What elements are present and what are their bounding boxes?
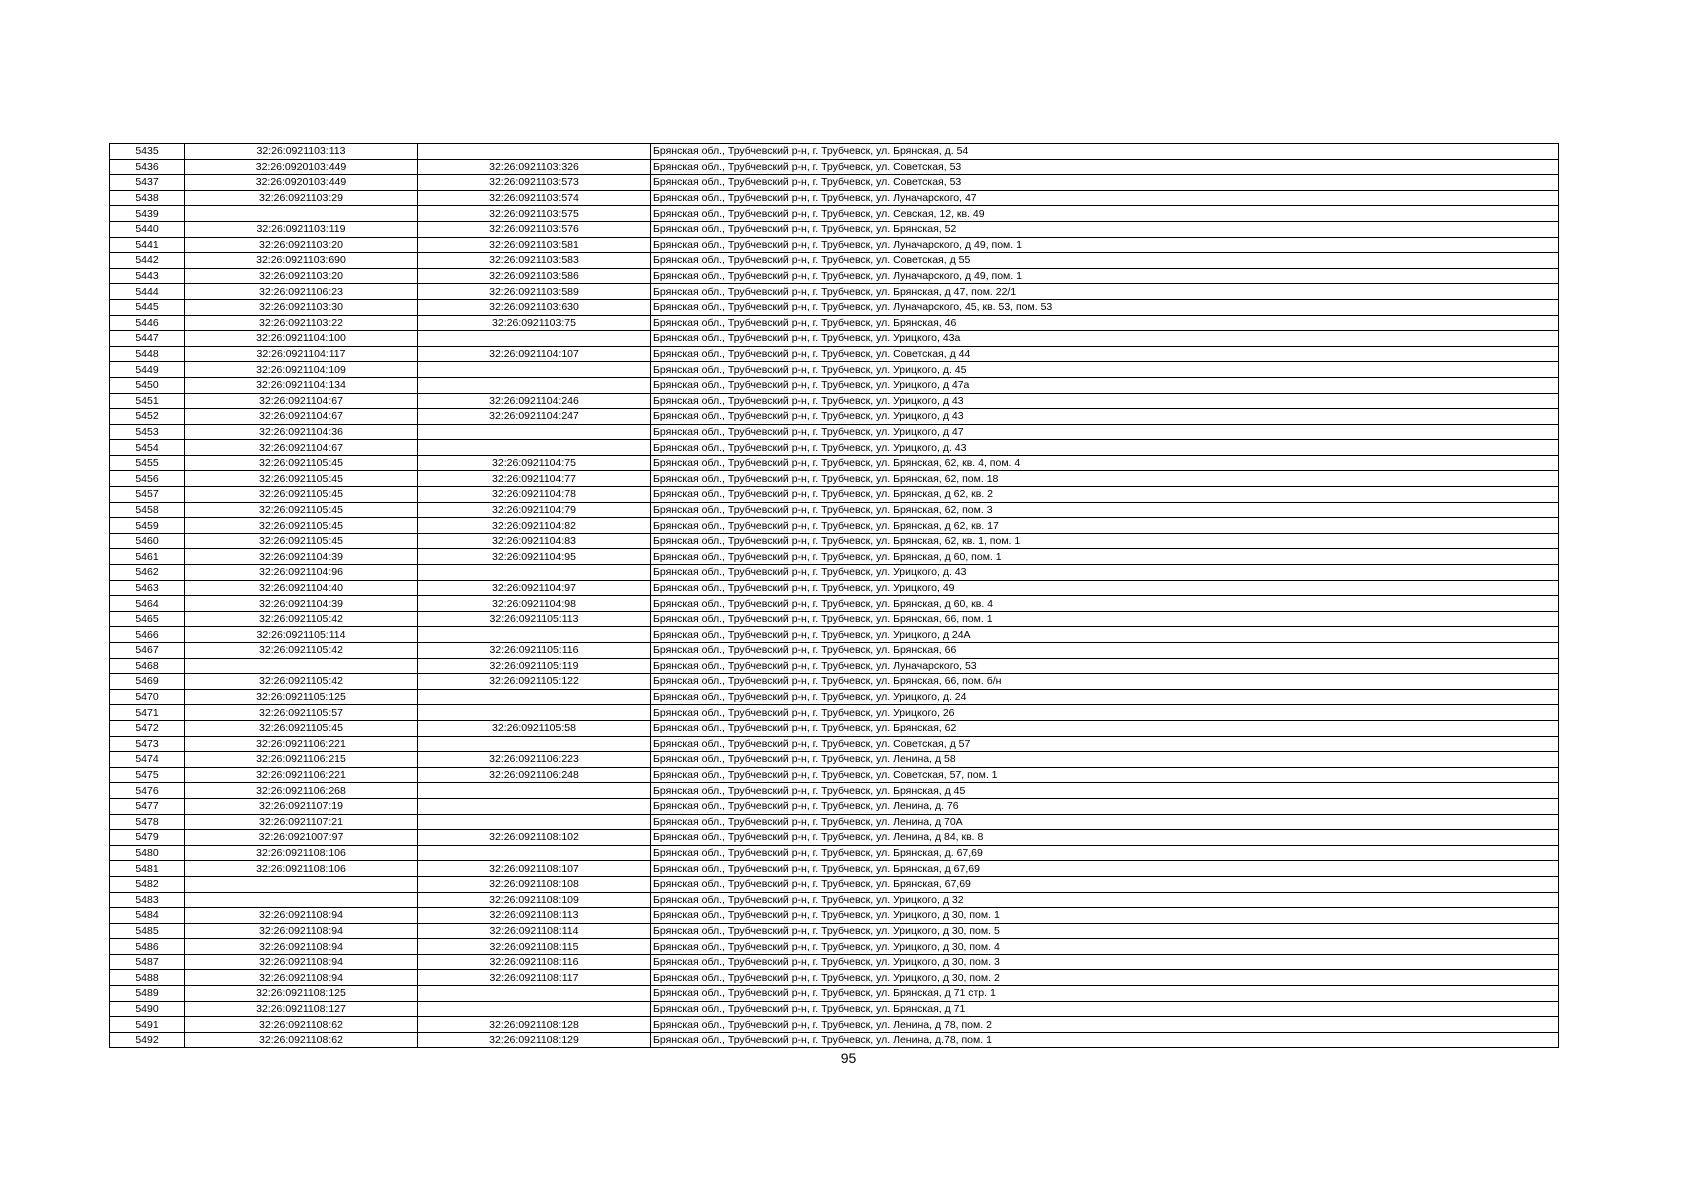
table-row (110, 876, 1559, 892)
address-cell: Брянская обл., Трубчевский р-н, г. Трубчевск, ул. Брянская, д 45 (651, 783, 1559, 799)
object-cadastral-number-cell (418, 705, 651, 721)
table-row (110, 299, 1559, 315)
table-row (110, 175, 1559, 191)
object-cadastral-number-cell (418, 565, 651, 581)
address-cell: Брянская обл., Трубчевский р-н, г. Трубчевск, ул. Луначарского, 53 (651, 658, 1559, 674)
object-cadastral-number-cell: 32:26:0921105:122 (418, 674, 651, 690)
object-cadastral-number-cell: 32:26:0921108:109 (418, 892, 651, 908)
address-cell: Брянская обл., Трубчевский р-н, г. Трубчевск, ул. Брянская, 62 (651, 720, 1559, 736)
row-number-cell: 5449 (110, 362, 185, 378)
table-row (110, 268, 1559, 284)
address-cell: Брянская обл., Трубчевский р-н, г. Трубчевск, ул. Урицкого, д. 24 (651, 689, 1559, 705)
cadastral-number-cell: 32:26:0921106:221 (185, 736, 418, 752)
page-number: 95 (840, 1050, 857, 1066)
address-cell: Брянская обл., Трубчевский р-н, г. Трубчевск, ул. Урицкого, 43а (651, 331, 1559, 347)
table-row (110, 1017, 1559, 1033)
cadastral-number-cell: 32:26:0921103:30 (185, 299, 418, 315)
table-row (110, 767, 1559, 783)
table-row (110, 284, 1559, 300)
row-number-cell: 5439 (110, 206, 185, 222)
cadastral-number-cell: 32:26:0921106:268 (185, 783, 418, 799)
row-number-cell: 5474 (110, 752, 185, 768)
row-number-cell: 5483 (110, 892, 185, 908)
object-cadastral-number-cell: 32:26:0921108:113 (418, 908, 651, 924)
row-number-cell: 5486 (110, 939, 185, 955)
object-cadastral-number-cell: 32:26:0921105:113 (418, 611, 651, 627)
object-cadastral-number-cell: 32:26:0921104:246 (418, 393, 651, 409)
address-cell: Брянская обл., Трубчевский р-н, г. Трубчевск, ул. Брянская, д 60, кв. 4 (651, 596, 1559, 612)
table-row (110, 237, 1559, 253)
object-cadastral-number-cell: 32:26:0921106:223 (418, 752, 651, 768)
row-number-cell: 5438 (110, 190, 185, 206)
address-cell: Брянская обл., Трубчевский р-н, г. Трубчевск, ул. Брянская, д 71 стр. 1 (651, 986, 1559, 1002)
address-cell: Брянская обл., Трубчевский р-н, г. Трубчевск, ул. Урицкого, д 30, пом. 2 (651, 970, 1559, 986)
table-row (110, 331, 1559, 347)
cadastral-number-cell: 32:26:0921104:67 (185, 393, 418, 409)
address-cell: Брянская обл., Трубчевский р-н, г. Трубчевск, ул. Урицкого, 26 (651, 705, 1559, 721)
row-number-cell: 5461 (110, 549, 185, 565)
address-cell: Брянская обл., Трубчевский р-н, г. Трубчевск, ул. Брянская, д. 54 (651, 144, 1559, 160)
address-cell: Брянская обл., Трубчевский р-н, г. Трубчевск, ул. Брянская, 67,69 (651, 876, 1559, 892)
object-cadastral-number-cell (418, 986, 651, 1002)
cadastral-number-cell: 32:26:0921104:96 (185, 565, 418, 581)
cadastral-number-cell (185, 892, 418, 908)
cadastral-number-cell: 32:26:0921104:40 (185, 580, 418, 596)
address-cell: Брянская обл., Трубчевский р-н, г. Трубчевск, ул. Луначарского, д 49, пом. 1 (651, 268, 1559, 284)
table-row (110, 689, 1559, 705)
table-row (110, 783, 1559, 799)
cadastral-number-cell: 32:26:0921105:42 (185, 611, 418, 627)
table-row (110, 565, 1559, 581)
table-row (110, 596, 1559, 612)
row-number-cell: 5467 (110, 643, 185, 659)
cadastral-number-cell: 32:26:0920103:449 (185, 159, 418, 175)
address-cell: Брянская обл., Трубчевский р-н, г. Трубчевск, ул. Ленина, д 70А (651, 814, 1559, 830)
object-cadastral-number-cell: 32:26:0921103:575 (418, 206, 651, 222)
address-cell: Брянская обл., Трубчевский р-н, г. Трубчевск, ул. Урицкого, д. 43 (651, 565, 1559, 581)
table-row (110, 986, 1559, 1002)
address-cell: Брянская обл., Трубчевский р-н, г. Трубчевск, ул. Брянская, д. 67,69 (651, 845, 1559, 861)
object-cadastral-number-cell: 32:26:0921104:75 (418, 455, 651, 471)
object-cadastral-number-cell (418, 331, 651, 347)
row-number-cell: 5491 (110, 1017, 185, 1033)
row-number-cell: 5476 (110, 783, 185, 799)
object-cadastral-number-cell: 32:26:0921105:116 (418, 643, 651, 659)
address-cell: Брянская обл., Трубчевский р-н, г. Трубчевск, ул. Советская, 53 (651, 159, 1559, 175)
row-number-cell: 5487 (110, 954, 185, 970)
row-number-cell: 5447 (110, 331, 185, 347)
address-cell: Брянская обл., Трубчевский р-н, г. Трубчевск, ул. Брянская, д 62, кв. 17 (651, 518, 1559, 534)
table-row (110, 830, 1559, 846)
cadastral-number-cell: 32:26:0921108:127 (185, 1001, 418, 1017)
table-row (110, 440, 1559, 456)
table-row (110, 923, 1559, 939)
address-cell: Брянская обл., Трубчевский р-н, г. Трубчевск, ул. Советская, 53 (651, 175, 1559, 191)
cadastral-number-cell: 32:26:0921103:690 (185, 253, 418, 269)
table-row (110, 814, 1559, 830)
object-cadastral-number-cell (418, 845, 651, 861)
cadastral-number-cell: 32:26:0921104:36 (185, 424, 418, 440)
table-row (110, 144, 1559, 160)
cadastral-number-cell: 32:26:0921103:29 (185, 190, 418, 206)
row-number-cell: 5475 (110, 767, 185, 783)
table-row (110, 954, 1559, 970)
address-cell: Брянская обл., Трубчевский р-н, г. Трубчевск, ул. Урицкого, 49 (651, 580, 1559, 596)
object-cadastral-number-cell (418, 377, 651, 393)
cadastral-number-cell: 32:26:0921105:45 (185, 518, 418, 534)
table-row (110, 611, 1559, 627)
object-cadastral-number-cell (418, 362, 651, 378)
cadastral-number-cell: 32:26:0921108:125 (185, 986, 418, 1002)
cadastral-number-cell: 32:26:0921105:45 (185, 455, 418, 471)
object-cadastral-number-cell: 32:26:0921108:117 (418, 970, 651, 986)
object-cadastral-number-cell: 32:26:0921103:630 (418, 299, 651, 315)
cadastral-number-cell: 32:26:0921104:117 (185, 346, 418, 362)
object-cadastral-number-cell: 32:26:0921104:79 (418, 502, 651, 518)
row-number-cell: 5481 (110, 861, 185, 877)
row-number-cell: 5473 (110, 736, 185, 752)
address-cell: Брянская обл., Трубчевский р-н, г. Трубчевск, ул. Урицкого, д 43 (651, 409, 1559, 425)
object-cadastral-number-cell: 32:26:0921104:107 (418, 346, 651, 362)
address-cell: Брянская обл., Трубчевский р-н, г. Трубчевск, ул. Советская, д 57 (651, 736, 1559, 752)
row-number-cell: 5454 (110, 440, 185, 456)
table-row (110, 845, 1559, 861)
row-number-cell: 5460 (110, 533, 185, 549)
cadastral-number-cell: 32:26:0921108:62 (185, 1017, 418, 1033)
row-number-cell: 5472 (110, 720, 185, 736)
object-cadastral-number-cell: 32:26:0921103:573 (418, 175, 651, 191)
cadastral-number-cell: 32:26:0921107:19 (185, 798, 418, 814)
row-number-cell: 5478 (110, 814, 185, 830)
address-cell: Брянская обл., Трубчевский р-н, г. Трубчевск, ул. Урицкого, д 30, пом. 1 (651, 908, 1559, 924)
table-row (110, 393, 1559, 409)
row-number-cell: 5437 (110, 175, 185, 191)
object-cadastral-number-cell (418, 1001, 651, 1017)
cadastral-number-cell: 32:26:0921104:39 (185, 549, 418, 565)
row-number-cell: 5451 (110, 393, 185, 409)
row-number-cell: 5448 (110, 346, 185, 362)
table-row (110, 190, 1559, 206)
row-number-cell: 5456 (110, 471, 185, 487)
cadastral-number-cell: 32:26:0921103:119 (185, 221, 418, 237)
address-cell: Брянская обл., Трубчевский р-н, г. Трубчевск, ул. Севская, 12, кв. 49 (651, 206, 1559, 222)
row-number-cell: 5441 (110, 237, 185, 253)
row-number-cell: 5436 (110, 159, 185, 175)
address-cell: Брянская обл., Трубчевский р-н, г. Трубчевск, ул. Ленина, д 84, кв. 8 (651, 830, 1559, 846)
cadastral-number-cell: 32:26:0921105:42 (185, 674, 418, 690)
cadastral-number-cell: 32:26:0921104:100 (185, 331, 418, 347)
table-row (110, 736, 1559, 752)
table-row (110, 627, 1559, 643)
row-number-cell: 5484 (110, 908, 185, 924)
address-cell: Брянская обл., Трубчевский р-н, г. Трубчевск, ул. Урицкого, д 47а (651, 377, 1559, 393)
cadastral-number-cell (185, 206, 418, 222)
table-row (110, 221, 1559, 237)
cadastral-number-cell: 32:26:0921108:94 (185, 939, 418, 955)
address-cell: Брянская обл., Трубчевский р-н, г. Трубчевск, ул. Брянская, 66 (651, 643, 1559, 659)
table-row (110, 861, 1559, 877)
address-cell: Брянская обл., Трубчевский р-н, г. Трубчевск, ул. Брянская, 66, пом. 1 (651, 611, 1559, 627)
address-cell: Брянская обл., Трубчевский р-н, г. Трубчевск, ул. Советская, д 55 (651, 253, 1559, 269)
cadastral-number-cell: 32:26:0921103:22 (185, 315, 418, 331)
table-row (110, 409, 1559, 425)
row-number-cell: 5450 (110, 377, 185, 393)
address-cell: Брянская обл., Трубчевский р-н, г. Трубчевск, ул. Луначарского, 45, кв. 53, пом. 53 (651, 299, 1559, 315)
row-number-cell: 5455 (110, 455, 185, 471)
table-row (110, 720, 1559, 736)
cadastral-number-cell: 32:26:0920103:449 (185, 175, 418, 191)
object-cadastral-number-cell: 32:26:0921103:576 (418, 221, 651, 237)
object-cadastral-number-cell: 32:26:0921108:129 (418, 1032, 651, 1048)
object-cadastral-number-cell: 32:26:0921103:589 (418, 284, 651, 300)
cadastral-number-cell: 32:26:0921105:45 (185, 720, 418, 736)
table-row (110, 346, 1559, 362)
cadastral-number-cell: 32:26:0921106:215 (185, 752, 418, 768)
object-cadastral-number-cell: 32:26:0921108:102 (418, 830, 651, 846)
cadastral-number-cell: 32:26:0921108:106 (185, 861, 418, 877)
cadastral-number-cell: 32:26:0921103:20 (185, 268, 418, 284)
table-row (110, 752, 1559, 768)
object-cadastral-number-cell (418, 798, 651, 814)
cadastral-number-cell: 32:26:0921103:20 (185, 237, 418, 253)
address-cell: Брянская обл., Трубчевский р-н, г. Трубчевск, ул. Брянская, д 47, пом. 22/1 (651, 284, 1559, 300)
object-cadastral-number-cell: 32:26:0921108:107 (418, 861, 651, 877)
object-cadastral-number-cell: 32:26:0921104:97 (418, 580, 651, 596)
address-cell: Брянская обл., Трубчевский р-н, г. Трубчевск, ул. Урицкого, д 30, пом. 3 (651, 954, 1559, 970)
row-number-cell: 5471 (110, 705, 185, 721)
table-row (110, 658, 1559, 674)
row-number-cell: 5485 (110, 923, 185, 939)
cadastral-number-cell: 32:26:0921007:97 (185, 830, 418, 846)
row-number-cell: 5489 (110, 986, 185, 1002)
table-row (110, 939, 1559, 955)
cadastral-number-cell: 32:26:0921108:94 (185, 970, 418, 986)
table-row (110, 502, 1559, 518)
object-cadastral-number-cell (418, 783, 651, 799)
address-cell: Брянская обл., Трубчевский р-н, г. Трубчевск, ул. Брянская, 62, кв. 4, пом. 4 (651, 455, 1559, 471)
address-cell: Брянская обл., Трубчевский р-н, г. Трубчевск, ул. Урицкого, д 32 (651, 892, 1559, 908)
object-cadastral-number-cell: 32:26:0921103:574 (418, 190, 651, 206)
cadastral-number-cell: 32:26:0921108:94 (185, 954, 418, 970)
object-cadastral-number-cell: 32:26:0921104:247 (418, 409, 651, 425)
address-cell: Брянская обл., Трубчевский р-н, г. Трубчевск, ул. Брянская, 62, пом. 3 (651, 502, 1559, 518)
address-cell: Брянская обл., Трубчевский р-н, г. Трубчевск, ул. Брянская, д 60, пом. 1 (651, 549, 1559, 565)
address-cell: Брянская обл., Трубчевский р-н, г. Трубчевск, ул. Брянская, д 71 (651, 1001, 1559, 1017)
row-number-cell: 5468 (110, 658, 185, 674)
row-number-cell: 5464 (110, 596, 185, 612)
cadastral-number-cell (185, 876, 418, 892)
table-body (110, 144, 1559, 1048)
table-row (110, 908, 1559, 924)
row-number-cell: 5480 (110, 845, 185, 861)
address-cell: Брянская обл., Трубчевский р-н, г. Трубчевск, ул. Брянская, 46 (651, 315, 1559, 331)
cadastral-number-cell: 32:26:0921103:113 (185, 144, 418, 160)
address-cell: Брянская обл., Трубчевский р-н, г. Трубчевск, ул. Брянская, 66, пом. б/н (651, 674, 1559, 690)
table-row (110, 253, 1559, 269)
table-row (110, 455, 1559, 471)
object-cadastral-number-cell: 32:26:0921103:75 (418, 315, 651, 331)
row-number-cell: 5488 (110, 970, 185, 986)
cadastral-number-cell: 32:26:0921107:21 (185, 814, 418, 830)
table-row (110, 1032, 1559, 1048)
address-cell: Брянская обл., Трубчевский р-н, г. Трубчевск, ул. Брянская, 62, кв. 1, пом. 1 (651, 533, 1559, 549)
object-cadastral-number-cell: 32:26:0921105:119 (418, 658, 651, 674)
table-row (110, 471, 1559, 487)
table-row (110, 970, 1559, 986)
object-cadastral-number-cell: 32:26:0921103:583 (418, 253, 651, 269)
object-cadastral-number-cell (418, 424, 651, 440)
object-cadastral-number-cell: 32:26:0921104:83 (418, 533, 651, 549)
cadastral-number-cell: 32:26:0921105:45 (185, 471, 418, 487)
address-cell: Брянская обл., Трубчевский р-н, г. Трубчевск, ул. Ленина, д 78, пом. 2 (651, 1017, 1559, 1033)
row-number-cell: 5466 (110, 627, 185, 643)
address-cell: Брянская обл., Трубчевский р-н, г. Трубчевск, ул. Луначарского, д 49, пом. 1 (651, 237, 1559, 253)
row-number-cell: 5442 (110, 253, 185, 269)
object-cadastral-number-cell (418, 689, 651, 705)
object-cadastral-number-cell: 32:26:0921108:108 (418, 876, 651, 892)
cadastral-number-cell: 32:26:0921104:67 (185, 440, 418, 456)
object-cadastral-number-cell: 32:26:0921104:77 (418, 471, 651, 487)
table-row (110, 643, 1559, 659)
object-cadastral-number-cell: 32:26:0921105:58 (418, 720, 651, 736)
object-cadastral-number-cell (418, 440, 651, 456)
cadastral-number-cell: 32:26:0921104:134 (185, 377, 418, 393)
data-table (109, 143, 1559, 1048)
cadastral-number-cell: 32:26:0921108:94 (185, 908, 418, 924)
address-cell: Брянская обл., Трубчевский р-н, г. Трубчевск, ул. Брянская, д 62, кв. 2 (651, 487, 1559, 503)
cadastral-number-cell: 32:26:0921105:125 (185, 689, 418, 705)
address-cell: Брянская обл., Трубчевский р-н, г. Трубчевск, ул. Ленина, д. 76 (651, 798, 1559, 814)
table-row (110, 487, 1559, 503)
table-row (110, 798, 1559, 814)
object-cadastral-number-cell: 32:26:0921108:115 (418, 939, 651, 955)
cadastral-number-cell: 32:26:0921108:62 (185, 1032, 418, 1048)
table-row (110, 533, 1559, 549)
row-number-cell: 5443 (110, 268, 185, 284)
address-cell: Брянская обл., Трубчевский р-н, г. Трубчевск, ул. Урицкого, д 47 (651, 424, 1559, 440)
object-cadastral-number-cell: 32:26:0921103:581 (418, 237, 651, 253)
row-number-cell: 5445 (110, 299, 185, 315)
table-row (110, 377, 1559, 393)
address-cell: Брянская обл., Трубчевский р-н, г. Трубчевск, ул. Урицкого, д 30, пом. 5 (651, 923, 1559, 939)
row-number-cell: 5492 (110, 1032, 185, 1048)
table-row (110, 892, 1559, 908)
address-cell: Брянская обл., Трубчевский р-н, г. Трубчевск, ул. Урицкого, д. 45 (651, 362, 1559, 378)
address-cell: Брянская обл., Трубчевский р-н, г. Трубчевск, ул. Брянская, 52 (651, 221, 1559, 237)
address-cell: Брянская обл., Трубчевский р-н, г. Трубчевск, ул. Луначарского, 47 (651, 190, 1559, 206)
cadastral-number-cell: 32:26:0921104:109 (185, 362, 418, 378)
address-cell: Брянская обл., Трубчевский р-н, г. Трубчевск, ул. Советская, 57, пом. 1 (651, 767, 1559, 783)
row-number-cell: 5458 (110, 502, 185, 518)
row-number-cell: 5477 (110, 798, 185, 814)
table-row (110, 518, 1559, 534)
row-number-cell: 5479 (110, 830, 185, 846)
object-cadastral-number-cell: 32:26:0921103:586 (418, 268, 651, 284)
row-number-cell: 5465 (110, 611, 185, 627)
cadastral-number-cell: 32:26:0921106:23 (185, 284, 418, 300)
row-number-cell: 5453 (110, 424, 185, 440)
address-cell: Брянская обл., Трубчевский р-н, г. Трубчевск, ул. Урицкого, д 30, пом. 4 (651, 939, 1559, 955)
row-number-cell: 5457 (110, 487, 185, 503)
table-row (110, 580, 1559, 596)
table-row (110, 674, 1559, 690)
row-number-cell: 5440 (110, 221, 185, 237)
object-cadastral-number-cell: 32:26:0921104:78 (418, 487, 651, 503)
cadastral-number-cell: 32:26:0921105:45 (185, 502, 418, 518)
row-number-cell: 5452 (110, 409, 185, 425)
address-cell: Брянская обл., Трубчевский р-н, г. Трубчевск, ул. Брянская, 62, пом. 18 (651, 471, 1559, 487)
object-cadastral-number-cell: 32:26:0921104:82 (418, 518, 651, 534)
cadastral-number-cell: 32:26:0921105:45 (185, 533, 418, 549)
object-cadastral-number-cell (418, 144, 651, 160)
table-row (110, 424, 1559, 440)
table-row (110, 206, 1559, 222)
address-cell: Брянская обл., Трубчевский р-н, г. Трубчевск, ул. Урицкого, д 43 (651, 393, 1559, 409)
address-cell: Брянская обл., Трубчевский р-н, г. Трубчевск, ул. Урицкого, д. 43 (651, 440, 1559, 456)
cadastral-number-cell: 32:26:0921106:221 (185, 767, 418, 783)
object-cadastral-number-cell (418, 736, 651, 752)
row-number-cell: 5463 (110, 580, 185, 596)
row-number-cell: 5446 (110, 315, 185, 331)
row-number-cell: 5482 (110, 876, 185, 892)
object-cadastral-number-cell (418, 627, 651, 643)
table-row (110, 705, 1559, 721)
row-number-cell: 5435 (110, 144, 185, 160)
address-cell: Брянская обл., Трубчевский р-н, г. Трубчевск, ул. Ленина, д 58 (651, 752, 1559, 768)
cadastral-number-cell: 32:26:0921108:106 (185, 845, 418, 861)
cadastral-number-cell: 32:26:0921105:42 (185, 643, 418, 659)
object-cadastral-number-cell: 32:26:0921104:98 (418, 596, 651, 612)
cadastral-number-cell: 32:26:0921105:114 (185, 627, 418, 643)
table-row (110, 315, 1559, 331)
object-cadastral-number-cell: 32:26:0921108:116 (418, 954, 651, 970)
row-number-cell: 5470 (110, 689, 185, 705)
table-row (110, 159, 1559, 175)
row-number-cell: 5459 (110, 518, 185, 534)
table-row (110, 362, 1559, 378)
address-cell: Брянская обл., Трубчевский р-н, г. Трубчевск, ул. Брянская, д 67,69 (651, 861, 1559, 877)
row-number-cell: 5469 (110, 674, 185, 690)
cadastral-number-cell: 32:26:0921108:94 (185, 923, 418, 939)
cadastral-number-cell: 32:26:0921104:67 (185, 409, 418, 425)
object-cadastral-number-cell: 32:26:0921106:248 (418, 767, 651, 783)
row-number-cell: 5462 (110, 565, 185, 581)
row-number-cell: 5444 (110, 284, 185, 300)
object-cadastral-number-cell: 32:26:0921108:114 (418, 923, 651, 939)
object-cadastral-number-cell (418, 814, 651, 830)
object-cadastral-number-cell: 32:26:0921108:128 (418, 1017, 651, 1033)
table-row (110, 1001, 1559, 1017)
table-row (110, 549, 1559, 565)
object-cadastral-number-cell: 32:26:0921104:95 (418, 549, 651, 565)
row-number-cell: 5490 (110, 1001, 185, 1017)
address-cell: Брянская обл., Трубчевский р-н, г. Трубчевск, ул. Урицкого, д 24А (651, 627, 1559, 643)
cadastral-number-cell: 32:26:0921105:57 (185, 705, 418, 721)
address-cell: Брянская обл., Трубчевский р-н, г. Трубчевск, ул. Советская, д 44 (651, 346, 1559, 362)
cadastral-number-cell: 32:26:0921104:39 (185, 596, 418, 612)
cadastral-number-cell (185, 658, 418, 674)
address-cell: Брянская обл., Трубчевский р-н, г. Трубчевск, ул. Ленина, д.78, пом. 1 (651, 1032, 1559, 1048)
cadastral-number-cell: 32:26:0921105:45 (185, 487, 418, 503)
object-cadastral-number-cell: 32:26:0921103:326 (418, 159, 651, 175)
